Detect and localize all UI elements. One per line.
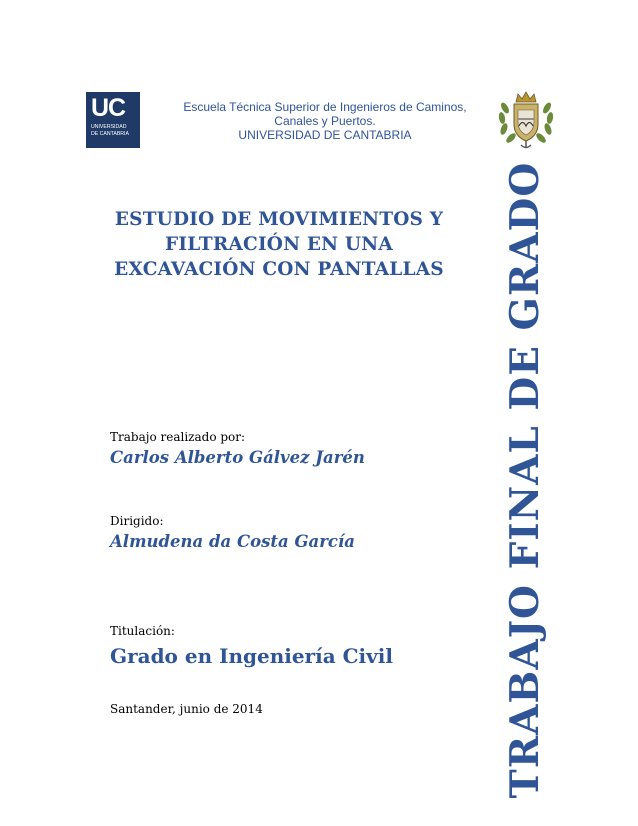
school-line-2: Canales y Puertos. <box>274 114 376 128</box>
uc-logo-line2: DE CANTABRIA <box>91 131 129 137</box>
director-label: Dirigido: <box>110 514 164 528</box>
uc-logo-letters: UC <box>91 94 126 122</box>
degree-name: Grado en Ingeniería Civil <box>110 644 393 668</box>
director-name: Almudena da Costa García <box>110 532 355 551</box>
side-banner <box>497 161 553 799</box>
place-date: Santander, junio de 2014 <box>110 702 263 716</box>
author-label: Trabajo realizado por: <box>110 430 246 444</box>
title-line-2: FILTRACIÓN EN UNA <box>165 234 393 255</box>
uc-logo-line1: UNIVERSIDAD <box>91 124 127 130</box>
school-line-1: Escuela Técnica Superior de Ingenieros de Caminos, <box>183 100 467 114</box>
school-line-3: UNIVERSIDAD DE CANTABRIA <box>238 128 412 142</box>
title-line-3: EXCAVACIÓN CON PANTALLAS <box>114 259 444 280</box>
degree-label: Titulación: <box>110 624 175 638</box>
uc-logo <box>86 92 140 148</box>
side-banner-text: TRABAJO FINAL DE GRADO <box>502 161 548 799</box>
school-header <box>160 100 490 142</box>
school-crest-icon <box>496 88 556 150</box>
author-name: Carlos Alberto Gálvez Jarén <box>110 448 365 467</box>
thesis-title <box>104 207 454 282</box>
title-line-1: ESTUDIO DE MOVIMIENTOS Y <box>114 209 444 230</box>
